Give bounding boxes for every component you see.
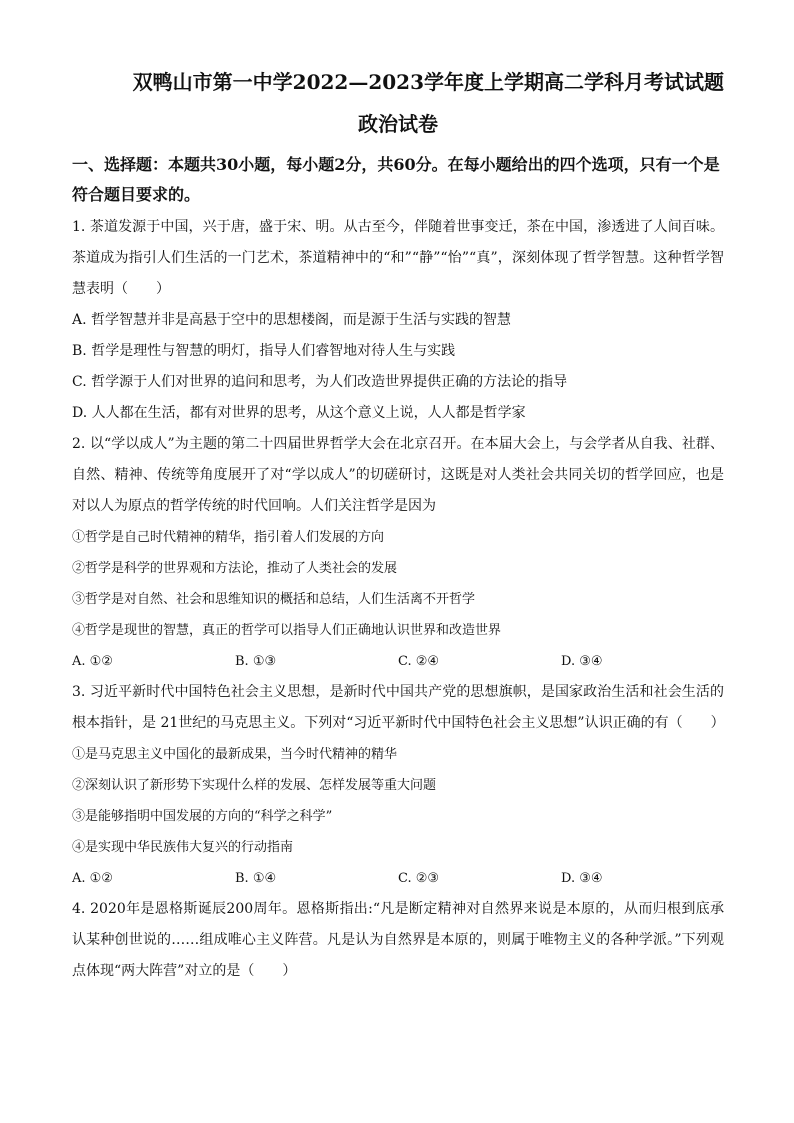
choice-c: C. ②③	[398, 871, 440, 886]
section-heading: 一、选择题：本题共30小题，每小题2分，共60分。在每小题给出的四个选项，只有一个是符合题目要求的。	[72, 155, 720, 204]
choice-row	[72, 646, 724, 677]
statement-1: ①是马克思主义中国化的最新成果，当今时代精神的精华	[72, 747, 398, 762]
statement-2: ②哲学是科学的世界观和方法论，推动了人类社会的发展	[72, 561, 398, 576]
choice-d: D. ③④	[561, 654, 603, 669]
question-stem: 2. 以“学以成人”为主题的第二十四届世界哲学大会在北京召开。在本届大会上，与会学者从自我、社群、自然、精神、传统等角度展开了对“学以成人”的切磋研讨，这既是对人类社会共同关切的哲学回应，也是对以人为原点的哲学传统的时代回响。人们关注哲学是因为	[72, 436, 724, 514]
option-c: C. 哲学源于人们对世界的追问和思考，为人们改造世界提供正确的方法论的指导	[72, 374, 568, 390]
question-2	[72, 429, 724, 677]
statement-4: ④是实现中华民族伟大复兴的行动指南	[72, 840, 294, 855]
choice-a: A. ①②	[72, 871, 113, 886]
question-stem: 3. 习近平新时代中国特色社会主义思想，是新时代中国共产党的思想旗帜，是国家政治生活和社会生活的根本指针，是 21世纪的马克思主义。下列对“习近平新时代中国特色社会主义思想”认识正确的有（ ）	[72, 684, 725, 731]
question-stem: 1. 茶道发源于中国，兴于唐，盛于宋、明。从古至今，伴随着世事变迁，茶在中国，渗透进了人间百味。茶道成为指引人们生活的一门艺术，茶道精神中的“和”“静”“怡”“真”，深刻体现了哲学智慧。这种哲学智慧表明（ ）	[72, 219, 724, 297]
question-stem: 4. 2020年是恩格斯诞辰200周年。恩格斯指出:“凡是断定精神对自然界来说是本原的，从而归根到底承认某种创世说的……组成唯心主义阵营。凡是认为自然界是本原的，则属于唯物主义的各种学派。”下列观点体现“两大阵营”对立的是（ ）	[72, 901, 724, 979]
choice-d: D. ③④	[561, 871, 603, 886]
question-4	[72, 894, 724, 987]
statement-2: ②深刻认识了新形势下实现什么样的发展、怎样发展等重大问题	[72, 778, 437, 793]
choice-row	[72, 863, 724, 894]
question-1	[72, 212, 724, 429]
choice-b: B. ①③	[235, 654, 277, 669]
exam-page	[72, 66, 724, 987]
statement-1: ①哲学是自己时代精神的精华，指引着人们发展的方向	[72, 530, 385, 545]
option-b: B. 哲学是理性与智慧的明灯，指导人们睿智地对待人生与实践	[72, 343, 456, 359]
choice-a: A. ①②	[72, 654, 113, 669]
statement-3: ③是能够指明中国发展的方向的“科学之科学”	[72, 809, 333, 824]
exam-title: 双鸭山市第一中学2022—2023学年度上学期高二学科月考试试题	[132, 70, 724, 94]
statement-3: ③哲学是对自然、社会和思维知识的概括和总结，人们生活离不开哲学	[72, 592, 476, 607]
question-3	[72, 677, 724, 894]
choice-c: C. ②④	[398, 654, 440, 669]
option-d: D. 人人都在生活，都有对世界的思考，从这个意义上说，人人都是哲学家	[72, 405, 526, 421]
exam-subtitle: 政治试卷	[358, 112, 438, 136]
option-a: A. 哲学智慧并非是高悬于空中的思想楼阁，而是源于生活与实践的智慧	[72, 312, 512, 328]
choice-b: B. ①④	[235, 871, 277, 886]
statement-4: ④哲学是现世的智慧，真正的哲学可以指导人们正确地认识世界和改造世界	[72, 623, 502, 638]
